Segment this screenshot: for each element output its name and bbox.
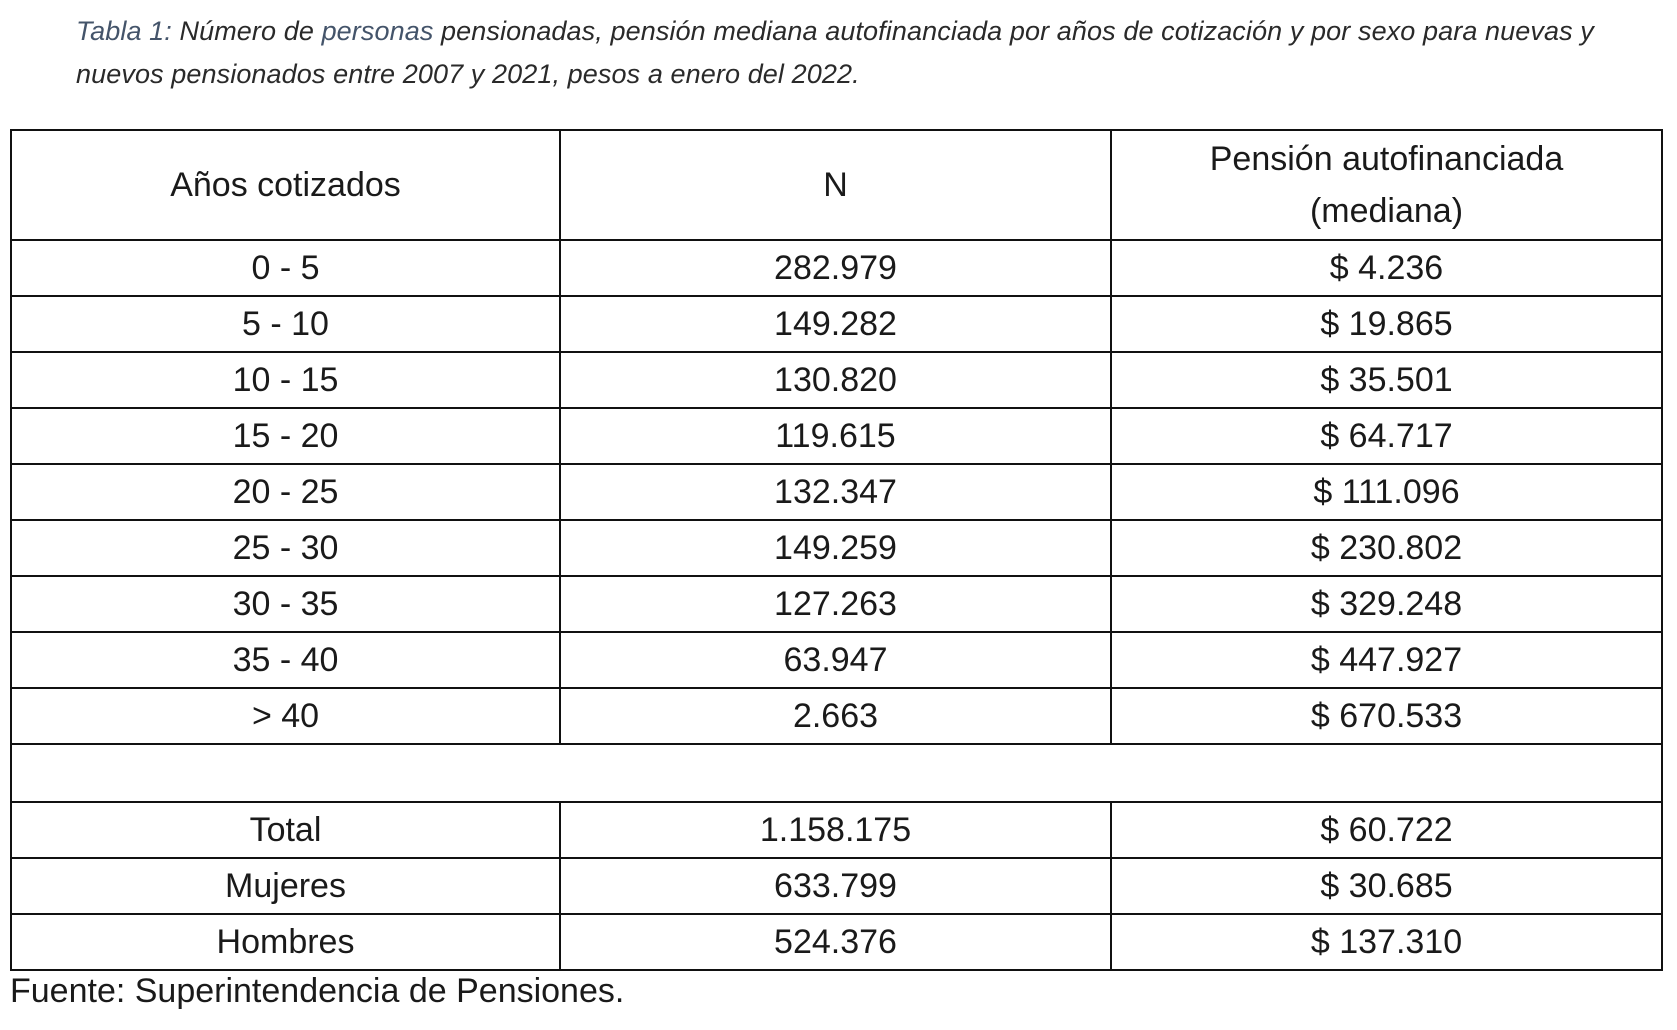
cell-pension: $ 35.501 bbox=[1111, 352, 1662, 408]
table-row bbox=[11, 576, 1662, 632]
spacer-cell bbox=[11, 744, 1662, 802]
cell-n: 633.799 bbox=[560, 858, 1111, 914]
cell-pension: $ 137.310 bbox=[1111, 914, 1662, 970]
cell-years: 5 - 10 bbox=[11, 296, 560, 352]
cell-years: 30 - 35 bbox=[11, 576, 560, 632]
cell-pension: $ 19.865 bbox=[1111, 296, 1662, 352]
cell-n: 119.615 bbox=[560, 408, 1111, 464]
cell-years: 15 - 20 bbox=[11, 408, 560, 464]
cell-years: 25 - 30 bbox=[11, 520, 560, 576]
cell-n: 149.259 bbox=[560, 520, 1111, 576]
header-years: Años cotizados bbox=[11, 130, 560, 240]
caption-text-before: Número de bbox=[171, 16, 322, 46]
cell-n: 63.947 bbox=[560, 632, 1111, 688]
caption-label: Tabla 1: bbox=[76, 16, 172, 46]
cell-n: 132.347 bbox=[560, 464, 1111, 520]
table-row bbox=[11, 240, 1662, 296]
header-pension bbox=[1111, 130, 1662, 240]
cell-years: 35 - 40 bbox=[11, 632, 560, 688]
cell-years: > 40 bbox=[11, 688, 560, 744]
cell-pension: $ 4.236 bbox=[1111, 240, 1662, 296]
source-note: Fuente: Superintendencia de Pensiones. bbox=[10, 972, 625, 1010]
cell-pension: $ 329.248 bbox=[1111, 576, 1662, 632]
cell-label: Mujeres bbox=[11, 858, 560, 914]
table-row bbox=[11, 464, 1662, 520]
cell-label: Hombres bbox=[11, 914, 560, 970]
cell-pension: $ 64.717 bbox=[1111, 408, 1662, 464]
summary-row-women bbox=[11, 858, 1662, 914]
cell-pension: $ 30.685 bbox=[1111, 858, 1662, 914]
pension-table bbox=[10, 129, 1663, 971]
cell-n: 127.263 bbox=[560, 576, 1111, 632]
cell-pension: $ 111.096 bbox=[1111, 464, 1662, 520]
cell-n: 524.376 bbox=[560, 914, 1111, 970]
caption-highlight: personas bbox=[321, 16, 434, 46]
cell-pension: $ 230.802 bbox=[1111, 520, 1662, 576]
table-caption bbox=[76, 10, 1666, 96]
cell-years: 0 - 5 bbox=[11, 240, 560, 296]
cell-n: 149.282 bbox=[560, 296, 1111, 352]
table-row bbox=[11, 520, 1662, 576]
summary-row-total bbox=[11, 802, 1662, 858]
cell-n: 130.820 bbox=[560, 352, 1111, 408]
table-row bbox=[11, 296, 1662, 352]
cell-n: 2.663 bbox=[560, 688, 1111, 744]
table-row bbox=[11, 352, 1662, 408]
cell-years: 10 - 15 bbox=[11, 352, 560, 408]
cell-years: 20 - 25 bbox=[11, 464, 560, 520]
summary-row-men bbox=[11, 914, 1662, 970]
cell-label: Total bbox=[11, 802, 560, 858]
table-row bbox=[11, 408, 1662, 464]
header-pension-line2: (mediana) bbox=[1309, 192, 1464, 230]
cell-n: 1.158.175 bbox=[560, 802, 1111, 858]
caption-text-after: pensionadas, pensión mediana autofinanciada por años de cotización y por sexo para nuevas y nuevos pensionados entre 2007 y 2021, pesos a enero del 2022. bbox=[76, 16, 1594, 89]
header-n: N bbox=[560, 130, 1111, 240]
header-row bbox=[11, 130, 1662, 240]
cell-pension: $ 670.533 bbox=[1111, 688, 1662, 744]
table-row bbox=[11, 632, 1662, 688]
cell-pension: $ 60.722 bbox=[1111, 802, 1662, 858]
spacer-row bbox=[11, 744, 1662, 802]
table-row bbox=[11, 688, 1662, 744]
header-pension-line1: Pensión autofinanciada bbox=[1209, 140, 1564, 178]
cell-pension: $ 447.927 bbox=[1111, 632, 1662, 688]
cell-n: 282.979 bbox=[560, 240, 1111, 296]
